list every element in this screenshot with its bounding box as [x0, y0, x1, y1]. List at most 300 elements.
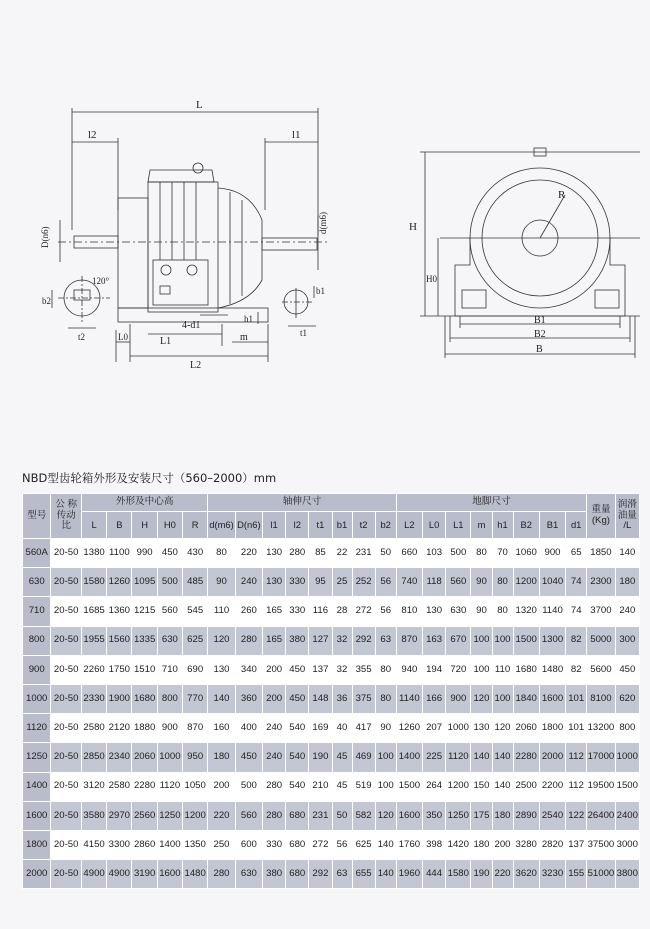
- table-cell: 3700: [587, 597, 615, 626]
- table-cell: 100: [492, 626, 513, 655]
- dim-label-B2: B2: [534, 329, 546, 340]
- dim-label-H: H: [409, 221, 417, 233]
- table-cell: 40: [332, 714, 352, 743]
- table-cell: 240: [235, 568, 262, 597]
- table-cell: 74: [566, 568, 587, 597]
- table-cell: 140: [615, 539, 639, 568]
- table-cell: 36: [332, 684, 352, 713]
- table-cell: 1050: [183, 772, 208, 801]
- table-cell: 1120: [446, 743, 471, 772]
- table-cell: 20-50: [51, 626, 82, 655]
- table-cell: 330: [286, 568, 309, 597]
- col-header: t1: [309, 512, 332, 539]
- col-weight: 重量 (Kg): [587, 494, 615, 539]
- table-cell: 1200: [513, 568, 539, 597]
- table-cell: 1380: [81, 539, 106, 568]
- table-cell: 100: [375, 743, 396, 772]
- table-cell: 350: [423, 801, 446, 830]
- table-cell: 120: [471, 684, 492, 713]
- table-cell: 50: [332, 801, 352, 830]
- table-cell: 1480: [183, 860, 208, 889]
- table-cell: 1750: [107, 655, 132, 684]
- table-row: [23, 772, 640, 801]
- table-cell: 1140: [396, 684, 422, 713]
- table-cell: 250: [208, 830, 235, 859]
- col-header: L2: [396, 512, 422, 539]
- table-cell: 17000: [587, 743, 615, 772]
- table-cell: 120: [375, 801, 396, 830]
- table-cell: 2580: [107, 772, 132, 801]
- table-cell: 1250: [157, 801, 182, 830]
- table-cell: 1000: [446, 714, 471, 743]
- table-cell: 3280: [513, 830, 539, 859]
- end-view: [420, 148, 640, 358]
- table-cell: 74: [566, 597, 587, 626]
- table-cell: 5000: [587, 626, 615, 655]
- table-cell: 26400: [587, 801, 615, 830]
- table-cell: 1680: [513, 655, 539, 684]
- table-cell: 100: [471, 626, 492, 655]
- table-cell: 1500: [513, 626, 539, 655]
- table-cell: 180: [208, 743, 235, 772]
- table-cell: 330: [263, 830, 286, 859]
- table-row: [23, 743, 640, 772]
- table-cell: 20-50: [51, 684, 82, 713]
- table-cell: 2200: [539, 772, 565, 801]
- row-model: 1120: [23, 714, 51, 743]
- table-cell: 20-50: [51, 772, 82, 801]
- table-cell: 231: [309, 801, 332, 830]
- col-header: l2: [286, 512, 309, 539]
- table-cell: 120: [208, 626, 235, 655]
- col-header: m: [471, 512, 492, 539]
- table-cell: 292: [309, 860, 332, 889]
- table-row: [23, 860, 640, 889]
- table-cell: 95: [309, 568, 332, 597]
- table-cell: 200: [263, 684, 286, 713]
- table-row: [23, 655, 640, 684]
- table-cell: 90: [471, 568, 492, 597]
- table-cell: 900: [539, 539, 565, 568]
- table-cell: 469: [352, 743, 375, 772]
- table-cell: 1510: [132, 655, 157, 684]
- table-cell: 112: [566, 772, 587, 801]
- table-cell: 680: [286, 860, 309, 889]
- table-cell: 560: [157, 597, 182, 626]
- table-cell: 22: [332, 539, 352, 568]
- table-cell: 2500: [513, 772, 539, 801]
- table-cell: 545: [183, 597, 208, 626]
- table-cell: 120: [492, 714, 513, 743]
- table-cell: 3230: [539, 860, 565, 889]
- table-cell: 155: [566, 860, 587, 889]
- table-cell: 1840: [513, 684, 539, 713]
- table-cell: 485: [183, 568, 208, 597]
- table-cell: 240: [263, 743, 286, 772]
- dim-label-L2: L2: [190, 360, 202, 371]
- gearbox-drawing: [0, 90, 650, 380]
- table-cell: 137: [309, 655, 332, 684]
- table-cell: 280: [286, 539, 309, 568]
- table-cell: 8100: [587, 684, 615, 713]
- table-cell: 870: [396, 626, 422, 655]
- table-cell: 101: [566, 684, 587, 713]
- col-model: 型号: [23, 494, 51, 539]
- table-cell: 1900: [107, 684, 132, 713]
- table-cell: 375: [352, 684, 375, 713]
- table-cell: 32: [332, 626, 352, 655]
- table-cell: 519: [352, 772, 375, 801]
- table-cell: 680: [286, 801, 309, 830]
- row-model: 560A: [23, 539, 51, 568]
- table-cell: 1360: [107, 597, 132, 626]
- row-model: 1250: [23, 743, 51, 772]
- table-cell: 1250: [446, 801, 471, 830]
- col-header: b1: [332, 512, 352, 539]
- table-cell: 300: [615, 626, 639, 655]
- table-cell: 150: [471, 772, 492, 801]
- row-model: 710: [23, 597, 51, 626]
- table-cell: 207: [423, 714, 446, 743]
- table-cell: 2060: [132, 743, 157, 772]
- table-row: [23, 539, 640, 568]
- table-cell: 272: [352, 597, 375, 626]
- table-cell: 2560: [132, 801, 157, 830]
- group-outline: 外形及中心高: [81, 494, 207, 512]
- dim-label-4d1: 4-d1: [182, 320, 201, 331]
- table-cell: 1955: [81, 626, 106, 655]
- table-cell: 220: [492, 860, 513, 889]
- table-row: [23, 626, 640, 655]
- table-cell: 3580: [81, 801, 106, 830]
- table-cell: 100: [375, 772, 396, 801]
- table-cell: 1880: [132, 714, 157, 743]
- table-cell: 3620: [513, 860, 539, 889]
- col-header: h1: [492, 512, 513, 539]
- table-cell: 180: [615, 568, 639, 597]
- table-cell: 2970: [107, 801, 132, 830]
- table-cell: 1500: [396, 772, 422, 801]
- table-cell: 2340: [107, 743, 132, 772]
- table-cell: 169: [309, 714, 332, 743]
- dim-label-L0: L0: [118, 332, 128, 342]
- table-cell: 800: [157, 684, 182, 713]
- table-cell: 1760: [396, 830, 422, 859]
- table-cell: 110: [492, 655, 513, 684]
- table-cell: 56: [332, 830, 352, 859]
- table-cell: 620: [615, 684, 639, 713]
- table-cell: 140: [492, 743, 513, 772]
- table-cell: 200: [492, 830, 513, 859]
- table-cell: 37500: [587, 830, 615, 859]
- table-cell: 20-50: [51, 568, 82, 597]
- table-cell: 500: [235, 772, 262, 801]
- table-cell: 940: [396, 655, 422, 684]
- group-shaft: 轴伸尺寸: [208, 494, 396, 512]
- table-cell: 65: [566, 539, 587, 568]
- table-cell: 1960: [396, 860, 422, 889]
- row-model: 2000: [23, 860, 51, 889]
- table-cell: 770: [183, 684, 208, 713]
- col-oil: 润滑 油量 /L: [615, 494, 639, 539]
- table-cell: 1200: [183, 801, 208, 830]
- table-cell: 1140: [539, 597, 565, 626]
- table-cell: 1850: [587, 539, 615, 568]
- table-cell: 20-50: [51, 655, 82, 684]
- table-cell: 190: [309, 743, 332, 772]
- table-cell: 1400: [396, 743, 422, 772]
- table-cell: 3000: [615, 830, 639, 859]
- table-cell: 3190: [132, 860, 157, 889]
- table-cell: 240: [263, 714, 286, 743]
- table-cell: 140: [208, 684, 235, 713]
- table-cell: 210: [309, 772, 332, 801]
- table-cell: 4900: [107, 860, 132, 889]
- table-cell: 130: [208, 655, 235, 684]
- table-cell: 240: [615, 597, 639, 626]
- col-header: H0: [157, 512, 182, 539]
- table-cell: 63: [375, 626, 396, 655]
- table-cell: 163: [423, 626, 446, 655]
- table-cell: 2060: [513, 714, 539, 743]
- dim-label-d: d(m6): [318, 212, 328, 234]
- table-cell: 292: [352, 626, 375, 655]
- table-cell: 1420: [446, 830, 471, 859]
- dim-label-t1: t1: [300, 328, 308, 338]
- table-cell: 1000: [157, 743, 182, 772]
- table-cell: 560: [235, 801, 262, 830]
- table-cell: 3300: [107, 830, 132, 859]
- col-header: b2: [375, 512, 396, 539]
- row-model: 630: [23, 568, 51, 597]
- table-cell: 80: [492, 597, 513, 626]
- table-cell: 1040: [539, 568, 565, 597]
- table-cell: 116: [309, 597, 332, 626]
- row-model: 1400: [23, 772, 51, 801]
- table-cell: 990: [132, 539, 157, 568]
- table-cell: 1600: [539, 684, 565, 713]
- col-header: d(m6): [208, 512, 235, 539]
- table-row: [23, 568, 640, 597]
- table-cell: 630: [446, 597, 471, 626]
- col-header: l1: [263, 512, 286, 539]
- col-header: B2: [513, 512, 539, 539]
- table-cell: 1350: [183, 830, 208, 859]
- table-cell: 20-50: [51, 597, 82, 626]
- table-cell: 175: [471, 801, 492, 830]
- col-header: B: [107, 512, 132, 539]
- table-cell: 51000: [587, 860, 615, 889]
- table-cell: 710: [157, 655, 182, 684]
- table-cell: 660: [396, 539, 422, 568]
- table-cell: 90: [471, 597, 492, 626]
- table-cell: 19500: [587, 772, 615, 801]
- group-foot: 地脚尺寸: [396, 494, 587, 512]
- table-cell: 2000: [539, 743, 565, 772]
- table-cell: 950: [183, 743, 208, 772]
- row-model: 800: [23, 626, 51, 655]
- table-row: [23, 684, 640, 713]
- table-cell: 100: [492, 684, 513, 713]
- table-cell: 85: [309, 539, 332, 568]
- table-cell: 380: [263, 860, 286, 889]
- table-cell: 2580: [81, 714, 106, 743]
- dim-label-H0: H0: [426, 274, 437, 284]
- table-cell: 655: [352, 860, 375, 889]
- table-cell: 540: [286, 772, 309, 801]
- table-cell: 165: [263, 626, 286, 655]
- table-cell: 80: [492, 568, 513, 597]
- dim-label-R: R: [558, 189, 566, 201]
- table-cell: 444: [423, 860, 446, 889]
- table-cell: 148: [309, 684, 332, 713]
- table-cell: 28: [332, 597, 352, 626]
- table-cell: 112: [566, 743, 587, 772]
- table-cell: 870: [183, 714, 208, 743]
- table-cell: 1000: [615, 743, 639, 772]
- table-cell: 430: [183, 539, 208, 568]
- table-cell: 13200: [587, 714, 615, 743]
- table-cell: 4150: [81, 830, 106, 859]
- dim-label-h1: h1: [244, 314, 253, 324]
- table-cell: 20-50: [51, 801, 82, 830]
- row-model: 1600: [23, 801, 51, 830]
- table-row: [23, 714, 640, 743]
- table-cell: 252: [352, 568, 375, 597]
- table-cell: 165: [263, 597, 286, 626]
- table-cell: 2280: [132, 772, 157, 801]
- table-cell: 130: [423, 597, 446, 626]
- table-cell: 630: [235, 860, 262, 889]
- table-cell: 140: [375, 830, 396, 859]
- dim-label-m: m: [240, 332, 248, 343]
- table-cell: 140: [492, 772, 513, 801]
- table-cell: 100: [471, 655, 492, 684]
- table-cell: 680: [286, 830, 309, 859]
- table-cell: 740: [396, 568, 422, 597]
- table-cell: 2280: [513, 743, 539, 772]
- table-cell: 4900: [81, 860, 106, 889]
- dimension-table: [22, 493, 640, 889]
- table-cell: 1500: [615, 772, 639, 801]
- table-cell: 540: [286, 714, 309, 743]
- table-cell: 20-50: [51, 830, 82, 859]
- table-cell: 810: [396, 597, 422, 626]
- dim-label-b2: b2: [42, 296, 51, 306]
- table-cell: 1260: [396, 714, 422, 743]
- table-cell: 625: [352, 830, 375, 859]
- table-cell: 220: [235, 539, 262, 568]
- table-title: NBD型齿轮箱外形及安装尺寸（560–2000）mm: [22, 471, 277, 485]
- col-header: B1: [539, 512, 565, 539]
- col-header: L0: [423, 512, 446, 539]
- table-cell: 280: [208, 860, 235, 889]
- table-cell: 56: [375, 597, 396, 626]
- table-cell: 2860: [132, 830, 157, 859]
- table-cell: 140: [471, 743, 492, 772]
- table-cell: 280: [263, 801, 286, 830]
- table-cell: 70: [492, 539, 513, 568]
- table-cell: 2850: [81, 743, 106, 772]
- col-header: L: [81, 512, 106, 539]
- table-cell: 160: [208, 714, 235, 743]
- table-cell: 2890: [513, 801, 539, 830]
- table-cell: 80: [375, 655, 396, 684]
- table-cell: 1120: [157, 772, 182, 801]
- table-cell: 225: [423, 743, 446, 772]
- table-cell: 180: [471, 830, 492, 859]
- table-cell: 355: [352, 655, 375, 684]
- table-row: [23, 597, 640, 626]
- table-cell: 800: [615, 714, 639, 743]
- table-cell: 1800: [539, 714, 565, 743]
- table-cell: 417: [352, 714, 375, 743]
- table-cell: 2820: [539, 830, 565, 859]
- row-model: 1000: [23, 684, 51, 713]
- table-cell: 25: [332, 568, 352, 597]
- col-ratio: 公 称 传动 比: [51, 494, 82, 539]
- table-cell: 2540: [539, 801, 565, 830]
- table-cell: 264: [423, 772, 446, 801]
- table-cell: 260: [235, 597, 262, 626]
- table-cell: 1580: [446, 860, 471, 889]
- table-cell: 2400: [615, 801, 639, 830]
- table-cell: 450: [615, 655, 639, 684]
- dim-label-l1: l1: [292, 129, 301, 141]
- table-cell: 900: [446, 684, 471, 713]
- table-cell: 1560: [107, 626, 132, 655]
- table-cell: 140: [375, 860, 396, 889]
- table-cell: 1300: [539, 626, 565, 655]
- table-cell: 560: [446, 568, 471, 597]
- table-cell: 600: [235, 830, 262, 859]
- table-cell: 500: [157, 568, 182, 597]
- table-cell: 1685: [81, 597, 106, 626]
- row-model: 900: [23, 655, 51, 684]
- dim-label-B1: B1: [534, 315, 546, 326]
- table-cell: 20-50: [51, 539, 82, 568]
- table-cell: 400: [235, 714, 262, 743]
- table-cell: 450: [235, 743, 262, 772]
- table-cell: 1580: [81, 568, 106, 597]
- table-cell: 1100: [107, 539, 132, 568]
- table-cell: 2260: [81, 655, 106, 684]
- table-cell: 720: [446, 655, 471, 684]
- table-cell: 3120: [81, 772, 106, 801]
- table-cell: 450: [286, 655, 309, 684]
- table-cell: 231: [352, 539, 375, 568]
- table-row: [23, 830, 640, 859]
- table-cell: 90: [375, 714, 396, 743]
- table-cell: 20-50: [51, 860, 82, 889]
- table-cell: 450: [157, 539, 182, 568]
- dim-label-l2: l2: [88, 129, 97, 141]
- table-cell: 103: [423, 539, 446, 568]
- table-cell: 1060: [513, 539, 539, 568]
- table-cell: 50: [375, 539, 396, 568]
- col-header: R: [183, 512, 208, 539]
- table-cell: 625: [183, 626, 208, 655]
- row-model: 1800: [23, 830, 51, 859]
- table-cell: 1480: [539, 655, 565, 684]
- table-cell: 190: [471, 860, 492, 889]
- table-cell: 45: [332, 743, 352, 772]
- table-cell: 32: [332, 655, 352, 684]
- table-cell: 1200: [446, 772, 471, 801]
- dim-label-B: B: [536, 344, 543, 355]
- dim-label-L1: L1: [160, 336, 172, 347]
- table-cell: 1260: [107, 568, 132, 597]
